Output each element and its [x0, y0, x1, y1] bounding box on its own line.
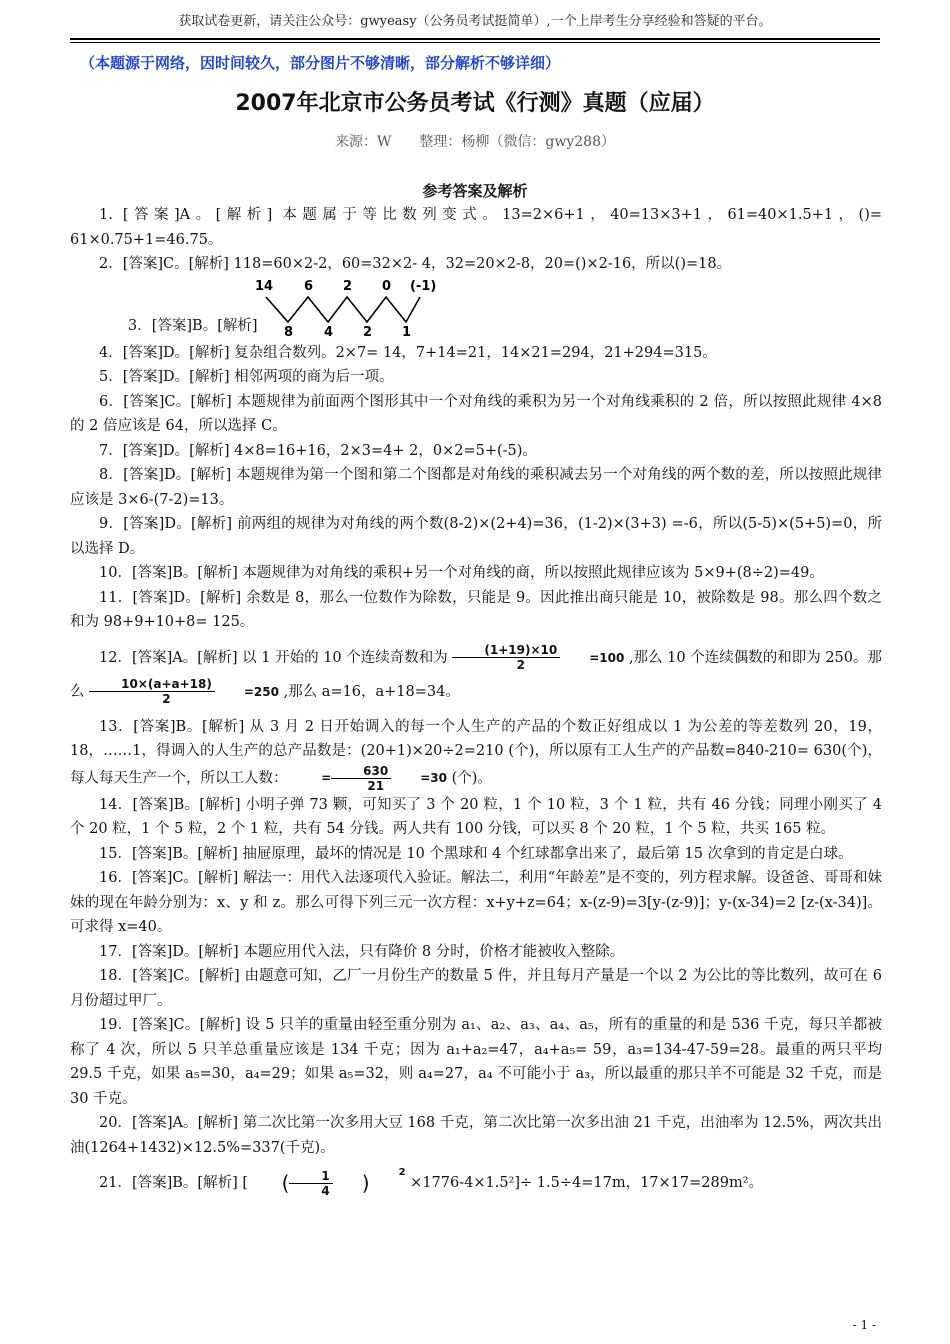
fig-bottom-3: 2 [363, 324, 373, 339]
answer-8: 8．[答案]D。[解析] 本题规律为第一个图和第二个图都是对角线的乘积减去另一个对角线的两个数的差，所以按照此规律应该是 3×6-(7-2)=13。 [70, 467, 882, 508]
formula-odd-sum [452, 641, 624, 675]
formula-odd-sum-frac [452, 643, 560, 672]
fig-bottom-1: 8 [284, 324, 294, 339]
fig-zigzag-line [266, 297, 420, 322]
formula-quarter-frac [289, 1169, 332, 1198]
answer-12-post: ,那么 a=16，a+18=34。 [283, 683, 460, 700]
formula-workers-lhs: = [321, 770, 332, 785]
formula-even-sum [89, 675, 279, 709]
answer-11: 11．[答案]D。[解析] 余数是 8，那么一位数作为除数，只能是 9。因此推出商只能是 10，被除数是 98。那么四个数之和为 98+9+10+8= 125。 [70, 589, 882, 630]
formula-quarter-den: 4 [321, 1183, 330, 1198]
formula-workers-num: 630 [331, 764, 391, 779]
answer-1: 1. [答案]A。[解析] 本题属于等比数列变式。13=2×6+1，40=13×3+1，61=40×1.5+1，()= 61×0.75+1=46.75。 [70, 207, 882, 248]
answer-16: 16．[答案]C。[解析] 解法一：用代入法逐项代入验证。解法二，利用“年龄差”是不变的，列方程求解。设爸爸、哥哥和妹妹的现在年龄分别为：x、y 和 z。那么可得下列三元一次方程：x+y+z=64；x-(z-9)=3[y-(z-9)]；y-(x-34)=2 [z-(x-34)]。可求得 x=40。 [70, 870, 882, 935]
answer-3-text: 3．[答案]B。[解析] [128, 317, 258, 334]
formula-quarter-num: 1 [289, 1169, 332, 1184]
answer-14: 14．[答案]B。[解析] 小明子弹 73 颗，可知买了 3 个 20 粒，1 个 10 粒，3 个 1 粒，共有 46 分钱；同理小刚买了 4 个 20 粒，1 个 5 粒，2 个 1 粒，共有 54 分钱。两人共有 100 分钱，可以买 8 个 20 粒，1 个 5 粒，共买 165 粒。 [70, 796, 882, 837]
header-rule [70, 38, 880, 40]
fig-top-2: 6 [304, 278, 314, 294]
page-header: 获取试卷更新，请关注公众号：gwyeasy（公务员考试挺简单）,一个上岸考生分享经验和答疑的平台。 [178, 14, 772, 29]
formula-quarter-squared [253, 1166, 406, 1200]
formula-workers-frac [331, 764, 391, 793]
source-line: 来源：W 整理：杨柳（微信：gwy288） [335, 134, 615, 150]
answer-12-mid: ,那么 10 个连续偶数的和即为 250。那么 [70, 649, 882, 700]
answer-19: 19．[答案]C。[解析] 设 5 只羊的重量由轻至重分别为 a₁、a₂、a₃、a₄、a₅，所有的重量的和是 536 千克，每只羊都被称了 4 次，所以 5 只羊总重量应该是 134 千克；因为 a₁+a₂=47，a₄+a₅= 59，a₃=134-47-59=28。最重的两只平均 29.5 千克，如果 a₅=30，a₄=29；如果 a₅=32，则 a₄=27，a₄ 不可能小于 a₃，所以最重的那只羊不可能是 32 千克，而是 30 千克。 [70, 1017, 882, 1107]
fig-top-4: 0 [382, 278, 392, 294]
answer-body [70, 203, 882, 1200]
answer-15: 15．[答案]B。[解析] 抽屉原理，最坏的情况是 10 个黑球和 4 个红球都拿出来了，最后第 15 次拿到的肯定是白球。 [99, 845, 853, 862]
fig-top-3: 2 [343, 278, 353, 294]
answer-20: 20．[答案]A。[解析] 第二次比第一次多用大豆 168 千克，第二次比第一次多出油 21 千克，出油率为 12.5%，两次共出油(1264+1432)×12.5%=337(千克)。 [70, 1115, 882, 1156]
paren-close: ) [361, 1171, 370, 1195]
answer-9: 9．[答案]D。[解析] 前两组的规律为对角线的两个数(8-2)×(2+4)=36，(1-2)×(3+3) =-6，所以(5-5)×(5+5)=0，所以选择 D。 [70, 516, 882, 557]
formula-odd-sum-den: 2 [516, 658, 525, 672]
fig-bottom-2: 4 [324, 324, 334, 339]
formula-even-sum-frac [89, 677, 215, 706]
answer-21-post: ×1776-4×1.5²]÷ 1.5÷4=17m，17×17=289m²。 [410, 1175, 764, 1191]
answer-2: 2．[答案]C。[解析] 118=60×2-2，60=32×2- 4，32=20×2-8，20=()×2-16，所以()=18。 [99, 256, 732, 272]
answer-21 [70, 1166, 882, 1200]
answer-12 [70, 641, 882, 709]
source-notice: （本题源于网络，因时间较久，部分图片不够清晰，部分解析不够详细） [80, 54, 561, 72]
answer-13 [70, 715, 882, 793]
fig-top-1: 14 [255, 278, 274, 294]
answer-21-pre: 21．[答案]B。[解析] [ [99, 1175, 248, 1191]
answer-10: 10．[答案]B。[解析] 本题规律为对角线的乘积+另一个对角线的商，所以按照此规律应该为 5×9+(8÷2)=49。 [99, 565, 824, 581]
answer-7: 7．[答案]D。[解析] 4×8=16+16，2×3=4+ 2，0×2=5+(-5)。 [99, 442, 537, 459]
paren-open: ( [281, 1171, 290, 1195]
formula-workers-rhs: =30 [420, 770, 447, 785]
formula-even-sum-num: 10×(a+a+18) [89, 677, 215, 692]
formula-workers-den: 21 [367, 778, 385, 793]
formula-quarter-exp: 2 [398, 1167, 406, 1178]
formula-odd-sum-rhs: =100 [589, 650, 625, 665]
answer-5: 5．[答案]D。[解析] 相邻两项的商为后一项。 [99, 369, 394, 385]
formula-even-sum-rhs: =250 [243, 684, 279, 699]
answer-4: 4．[答案]D。[解析] 复杂组合数列。2×7= 14，7+14=21，14×21=294，21+294=315。 [99, 344, 717, 361]
answer-6: 6．[答案]C。[解析] 本题规律为前面两个图形其中一个对角线的乘积为另一个对角线乘积的 2 倍，所以按照此规律 4×8 的 2 倍应该是 64，所以选择 C。 [70, 393, 882, 434]
answer-18: 18．[答案]C。[解析] 由题意可知，乙厂一月份生产的数量 5 件，并且每月产量是一个以 2 为公比的等比数列，故可在 6 月份超过甲厂。 [70, 968, 882, 1009]
answer-13-pre: 13．[答案]B。[解析] 从 3 月 2 日开始调入的每一个人生产的产品的个数正好组成以 1 为公差的等差数列 20，19，18，……1，得调入的人生产的总产品数是：(20+1)×20÷2=210 (个)，所以原有工人生产的产品数=840-210= 630(个)，每人每天生产一个，所以工人数： [70, 718, 882, 786]
answer-12-pre: 12．[答案]A。[解析] 以 1 开始的 10 个连续奇数和为 [99, 649, 448, 666]
formula-workers [292, 764, 447, 793]
formula-odd-sum-num: (1+19)×10 [452, 643, 560, 658]
section-title: 参考答案及解析 [422, 182, 528, 200]
fig-top-5: (-1) [410, 278, 437, 294]
answer-3 [70, 277, 882, 341]
fig-bottom-4: 1 [402, 324, 412, 339]
document-title: 2007年北京市公务员考试《行测》真题（应届） [235, 91, 715, 116]
zigzag-figure [252, 277, 452, 339]
answer-13-post: (个)。 [451, 770, 492, 786]
header-rule-thin [70, 42, 880, 43]
page-number: - 1 - [852, 1318, 876, 1332]
formula-even-sum-den: 2 [162, 692, 171, 706]
answer-17: 17．[答案]D。[解析] 本题应用代入法，只有降价 8 分时，价格才能被收入整除。 [99, 943, 625, 960]
